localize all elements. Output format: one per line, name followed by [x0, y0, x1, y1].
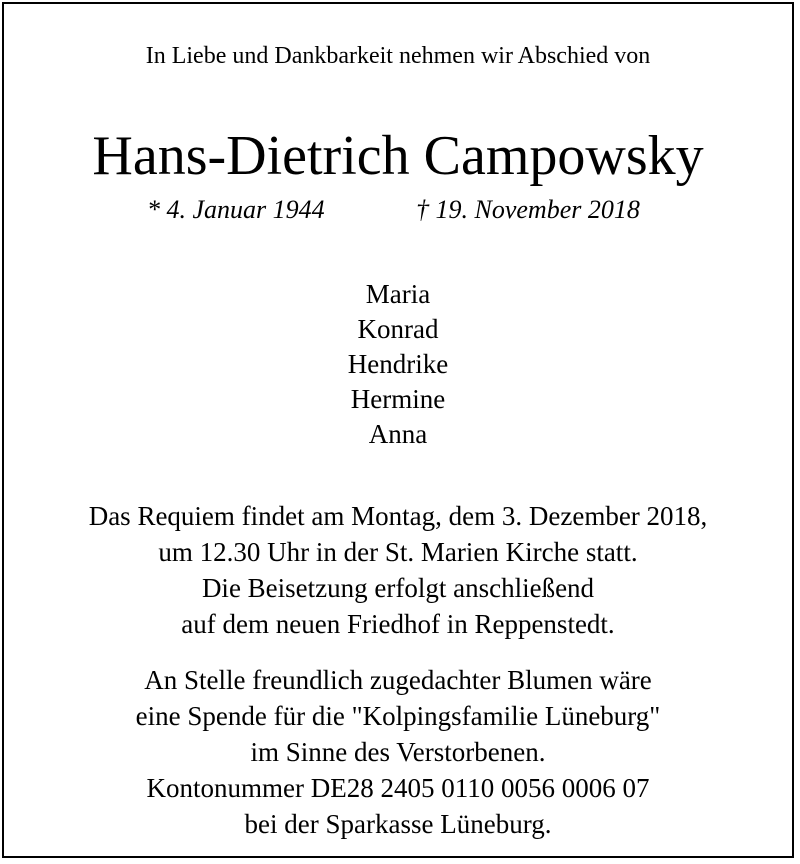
requiem-paragraph	[4, 498, 792, 642]
requiem-line: Das Requiem findet am Montag, dem 3. Dezember 2018,	[88, 501, 708, 531]
obituary-notice	[2, 2, 794, 858]
donation-line: im Sinne des Verstorbenen.	[250, 737, 546, 767]
family-member: Hendrike	[347, 349, 449, 379]
requiem-line: Die Beisetzung erfolgt anschließend	[201, 573, 595, 603]
requiem-line: auf dem neuen Friedhof in Reppenstedt.	[181, 609, 615, 639]
family-member: Konrad	[357, 314, 439, 344]
family-member: Hermine	[350, 384, 446, 414]
death-date: † 19. November 2018	[416, 195, 640, 224]
life-dates	[4, 197, 792, 227]
donation-line: eine Spende für die "Kolpingsfamilie Lüneburg"	[135, 701, 661, 731]
deceased-name: Hans-Dietrich Campowsky	[92, 125, 704, 187]
bank-name-line: bei der Sparkasse Lüneburg.	[244, 809, 552, 839]
family-member: Maria	[365, 279, 431, 309]
family-member: Anna	[368, 419, 428, 449]
bank-account-line: Kontonummer DE28 2405 0110 0056 0006 07	[146, 773, 650, 803]
donation-paragraph	[4, 662, 792, 842]
intro-text: In Liebe und Dankbarkeit nehmen wir Abschied von	[145, 43, 651, 69]
requiem-line: um 12.30 Uhr in der St. Marien Kirche statt.	[158, 537, 638, 567]
birth-date: * 4. Januar 1944	[147, 195, 325, 224]
family-list	[4, 277, 792, 452]
donation-line: An Stelle freundlich zugedachter Blumen wäre	[144, 665, 652, 695]
